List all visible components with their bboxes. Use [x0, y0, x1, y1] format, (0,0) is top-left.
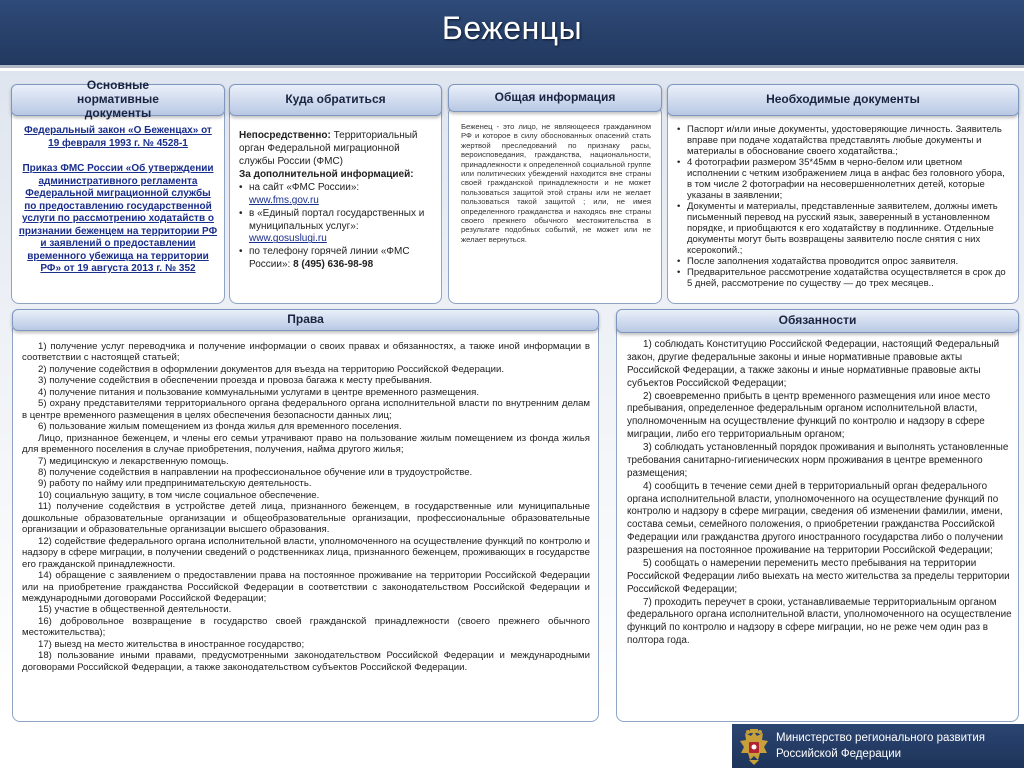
right-item: 14) обращение с заявлением о предоставлении права на постоянное проживание на территории Российской Федерации или на приобретение гражданства Российской Федерации в соответствии с законодательством Российской Федерации и международными договорами Российской Федерации; [22, 570, 590, 604]
legal-docs-card [11, 106, 225, 304]
tab-legal-docs[interactable] [11, 78, 225, 120]
duties-card [616, 322, 1019, 722]
right-item: 12) содействие федерального органа исполнительной власти, уполномоченного на осуществление функций по контролю и надзору в сфере миграции, в получении сведений о родственниках лица, признанного беженцем, проживающих в государстве его гражданской принадлежности. [22, 535, 590, 570]
right-item: 17) выезд на место жительства в иностранное государство; [38, 638, 305, 650]
right-item: 18) пользование иными правами, предусмотренными законодательством Российской Федерации и международными договорами Российской Федерации, а также законодательством субъектов Российской Федерации. [22, 650, 590, 673]
page-title: Беженцы [441, 10, 583, 46]
right-item: 15) участие в общественной деятельности. [38, 604, 232, 616]
right-item: 5) охрану представителями территориального органа федерального органа исполнительной власти по внутренним делам в центре временного размещения в целях обеспечения безопасности данных лиц; [22, 398, 590, 421]
required-doc-item: • После заполнения ходатайства проводится опрос заявителя. [677, 256, 1011, 267]
law-link[interactable]: Федеральный закон «О Беженцах» от 19 февраля 1993 г. № 4528-1 [24, 125, 212, 149]
direct-contact [239, 130, 437, 168]
tab-rights-label: Права [287, 312, 324, 327]
right-item: 3) получение содействия в обеспечении проезда и провоза багажа к месту пребывания. [38, 375, 433, 387]
right-item: 9) работу по найму или предпринимательскую деятельность. [38, 478, 312, 490]
required-docs-card [667, 106, 1019, 304]
contact-item-phone: • по телефону горячей линии «ФМС России»: 8 (495) 636-98-98 [239, 246, 437, 272]
russian-coat-of-arms-icon [737, 728, 771, 766]
extra-info-label: За дополнительной информацией: [239, 169, 414, 181]
required-docs-list [677, 124, 1011, 289]
page-header [0, 0, 1024, 68]
contact-list [239, 182, 437, 272]
duty-item: 1) соблюдать Конституцию Российской Федерации, настоящий Федеральный закон, другие федеральные законы и иные нормативные правовые акты Российской Федерации, а также законы и иные нормативные правовые акты субъектов Российской Федерации; [627, 339, 1000, 389]
ministry-name [776, 731, 1022, 762]
rights-list [22, 341, 590, 673]
gosuslugi-link[interactable]: www.gosuslugi.ru [249, 233, 327, 245]
right-item: 10) социальную защиту, в том числе социальное обеспечение. [38, 489, 320, 501]
duty-item: 4) сообщить в течение семи дней в территориальный орган федерального органа исполнительной власти, уполномоченного на осуществление функций по контролю и надзору в сфере миграции, сведения об изменении фамилии, имени, состава семьи, семейного положения, о приобретении гражданства Российской Федерации или гражданства другого иностранного государства либо о получении разрешения на постоянное проживание на территории Российской Федерации; [627, 480, 1004, 556]
required-doc-item: • 4 фотографии размером 35*45мм в черно-белом или цветном исполнении с четким изображением лица в анфас без головного убора, в том числе 2 фотографии на несовершеннолетних детей, которые указаны в заявлении; [677, 157, 1011, 201]
fms-site-link[interactable]: www.fms.gov.ru [249, 194, 319, 206]
tab-duties[interactable] [616, 309, 1019, 333]
tab-general-info[interactable] [448, 84, 662, 112]
right-item: Лицо, признанное беженцем, и члены его семьи утрачивают право на пользование жилым помещением из фонда жилья для временного поселения в случае приобретения, получения, найма другого жилья; [22, 432, 590, 456]
direct-contact-text: Территориальный орган Федеральной миграционной службы России (ФМС) [239, 130, 418, 167]
duty-item: 2) своевременно прибыть в центр временного размещения или иное место пребывания, определенное федеральным органом исполнительной власти, уполномоченным на осуществление функций по контролю и надзору в сфере миграции, либо его территориальным органом; [627, 390, 991, 441]
right-item: 7) медицинскую и лекарственную помощь. [38, 455, 229, 467]
contact-item-fms: • на сайт «ФМС России»: www.fms.gov.ru [239, 182, 437, 208]
general-info-card [448, 106, 662, 304]
refugee-definition: Беженец - это лицо, не являющееся гражданином РФ и которое в силу обоснованных опасений стать жертвой преследований по признаку расы, вероисповедания, гражданства, национальности, принадлежности к определенной социальной группе или политических убеждений находится вне страны своей гражданской принадлежности и не может пользоваться защитой этой страны или не желает пользоваться такой защитой ; или, не имея определенного гражданства и находясь вне страны своего прежнего обычного местожительства в результате подобных событий, не может или не желает вернуться. [461, 122, 651, 244]
tab-where-to-apply[interactable] [229, 84, 442, 116]
duty-item: 3) соблюдать установленный порядок проживания и выполнять установленные требования санитарно-гигиенических норм проживания в центре временного размещения; [627, 442, 1009, 479]
order-link[interactable]: Приказ ФМС России «Об утверждении административного регламента Федеральной миграционной службы по предоставлению государственной услуги по рассмотрению ходатайств о признании беженцем на территории РФ и заявлений о предоставлении временного убежища на территории РФ» от 19 августа 2013 г. № 352 [18, 163, 218, 274]
right-item: 6) пользование жилым помещением из фонда жилья для временного поселения. [38, 421, 402, 433]
right-item: 2) получение содействия в оформлении документов для въезда на территорию Российской Федерации. [38, 363, 505, 375]
right-item: 8) получение содействия в направлении на профессиональное обучение или в трудоустройстве. [38, 466, 473, 478]
required-doc-item: • Документы и материалы, представленные заявителем, должны иметь письменный перевод на русский язык, заверенный в установленном порядке, и приобщаются к его ходатайству в подлиннике. Отдельные документы могут быть возвращены заявителю после снятия с них ксерокопий.; [677, 201, 1011, 256]
hotline-number[interactable]: 8 (495) 636-98-98 [293, 258, 374, 270]
right-item: 11) получение содействия в устройстве детей лица, признанного беженцем, в государственные или муниципальные дошкольные образовательные организации и общеобразовательные организации, профессиональные образовательные организации и образовательные организации высшего образования. [22, 501, 590, 536]
right-item: 1) получение услуг переводчика и получение информации о своих правах и обязанностях, а также иной информации в соответствии с настоящей статьей; [22, 341, 590, 364]
tab-required-docs-label: Необходимые документы [766, 92, 920, 107]
ministry-name-line1: Министерство регионального развития [776, 732, 985, 744]
duty-item: 5) сообщать о намерении переменить место пребывания на территории Российской Федерации либо выехать на место жительства за пределы территории Российской Федерации; [627, 557, 1010, 595]
tab-rights[interactable] [12, 309, 599, 331]
rights-card [12, 322, 599, 722]
tab-general-info-label: Общая информация [494, 90, 616, 105]
ministry-name-line2: Российской Федерации [776, 747, 902, 760]
tab-where-to-apply-label: Куда обратиться [285, 92, 386, 107]
where-to-apply-card [229, 106, 442, 304]
duties-list [627, 339, 1013, 648]
required-doc-item: • Паспорт и/или иные документы, удостоверяющие личность. Заявитель вправе при подаче ходатайства представлять любые документы и материалы в обоснование своего ходатайства.; [677, 124, 1011, 157]
tab-legal-docs-label: Основные нормативные документы [77, 78, 159, 120]
direct-contact-label: Непосредственно: [239, 130, 331, 141]
contact-item-portal: • в «Единый портал государственных и муниципальных услуг»: www.gosuslugi.ru [239, 208, 437, 246]
right-item: 4) получение питания и пользование коммунальными услугами в центре временного размещения. [38, 386, 480, 398]
duty-item: 7) проходить переучет в сроки, устанавливаемые территориальным органом федерального органа исполнительной власти, уполномоченного на осуществление функций по контролю и надзору в сфере миграции, но не реже чем один раз в полтора года. [627, 596, 1012, 647]
tab-required-docs[interactable] [667, 84, 1019, 116]
required-doc-item: • Предварительное рассмотрение ходатайства осуществляется в срок до 5 дней, рассмотрение по существу — до трех месяцев.. [677, 267, 1011, 289]
tab-duties-label: Обязанности [778, 313, 857, 328]
right-item: 16) добровольное возвращение в государство своей гражданской принадлежности (своего прежнего обычного местожительства); [22, 615, 590, 639]
